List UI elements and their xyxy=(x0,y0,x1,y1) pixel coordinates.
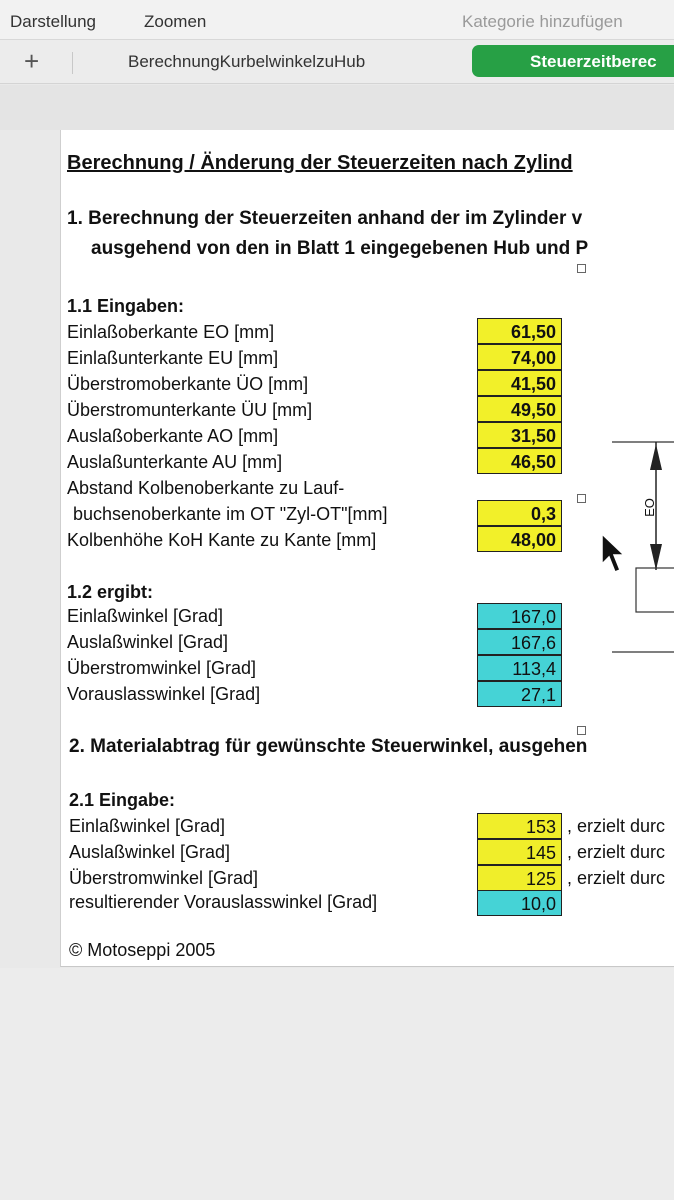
checkbox-marker[interactable] xyxy=(577,264,586,273)
result-label-exhaust: Auslaßwinkel [Grad] xyxy=(67,632,229,652)
copyright-text: © Motoseppi 2005 xyxy=(69,940,216,960)
section1-heading-line2: ausgehend von den in Blatt 1 eingegebenen Hub und P xyxy=(91,238,589,259)
input2-cell-transfer[interactable]: 125 xyxy=(477,865,562,891)
tab-berechnung-kurbelwinkel[interactable]: BerechnungKurbelwinkelzuHub xyxy=(128,52,366,71)
note-exhaust: , erzielt durc xyxy=(567,842,666,862)
menu-zoomen[interactable]: Zoomen xyxy=(144,12,207,31)
input-cell-uo[interactable]: 41,50 xyxy=(477,370,562,396)
menu-darstellung[interactable]: Darstellung xyxy=(10,12,96,31)
section1-heading-line1: 1. Berechnung der Steuerzeiten anhand der im Zylinder v xyxy=(67,208,583,229)
input2-heading: 2.1 Eingabe: xyxy=(69,790,176,810)
add-sheet-icon[interactable]: + xyxy=(24,46,40,76)
result2-cell-blowdown[interactable]: 10,0 xyxy=(477,890,562,916)
empty-canvas-area xyxy=(0,968,674,1200)
result-cell-blowdown[interactable]: 27,1 xyxy=(477,681,562,707)
input-label-uo: Überstromoberkante ÜO [mm] xyxy=(67,374,309,394)
piston-height-label: Kolbenhöhe KoH Kante zu Kante [mm] xyxy=(67,530,377,550)
input2-cell-intake[interactable]: 153 xyxy=(477,813,562,839)
checkbox-marker[interactable] xyxy=(577,726,586,735)
checkbox-marker[interactable] xyxy=(577,494,586,503)
distance-label-line1: Abstand Kolbenoberkante zu Lauf- xyxy=(67,478,345,498)
input-cell-piston-height[interactable]: 48,00 xyxy=(477,526,562,552)
mouse-cursor-icon xyxy=(600,532,626,581)
sheet-title: Berechnung / Änderung der Steuerzeiten nach Zylind xyxy=(67,152,573,174)
result-label-intake: Einlaßwinkel [Grad] xyxy=(67,606,224,626)
results-heading: 1.2 ergibt: xyxy=(67,582,154,602)
toolbar xyxy=(0,0,674,40)
input-cell-au[interactable]: 46,50 xyxy=(477,448,562,474)
result-cell-transfer[interactable]: 113,4 xyxy=(477,655,562,681)
note-transfer: , erzielt durc xyxy=(567,868,666,888)
input-label-ao: Auslaßoberkante AO [mm] xyxy=(67,426,279,446)
input2-cell-exhaust[interactable]: 145 xyxy=(477,839,562,865)
input-label-eo: Einlaßoberkante EO [mm] xyxy=(67,322,275,342)
input-cell-uu[interactable]: 49,50 xyxy=(477,396,562,422)
input-label-eu: Einlaßunterkante EU [mm] xyxy=(67,348,279,368)
input-cell-eo[interactable]: 61,50 xyxy=(477,318,562,344)
inputs-heading: 1.1 Eingaben: xyxy=(67,296,185,316)
sheet-tab-bar xyxy=(0,40,674,84)
tab-divider xyxy=(72,52,73,74)
result-cell-exhaust[interactable]: 167,6 xyxy=(477,629,562,655)
result-label-transfer: Überstromwinkel [Grad] xyxy=(67,658,257,678)
input-label-au: Auslaßunterkante AU [mm] xyxy=(67,452,283,472)
input-cell-ao[interactable]: 31,50 xyxy=(477,422,562,448)
input-cell-distance[interactable]: 0,3 xyxy=(477,500,562,526)
input-label-uu: Überstromunterkante ÜU [mm] xyxy=(67,400,313,420)
spreadsheet-sheet xyxy=(60,130,674,967)
tab-steuerzeitberechnung[interactable]: Steuerzeitberec xyxy=(472,45,674,77)
canvas-margin xyxy=(0,85,674,130)
result-label-blowdown: Vorauslasswinkel [Grad] xyxy=(67,684,261,704)
note-intake: , erzielt durc xyxy=(567,816,666,836)
section2-heading: 2. Materialabtrag für gewünschte Steuerwinkel, ausgehen xyxy=(69,736,588,757)
distance-label-line2: buchsenoberkante im OT "Zyl-OT"[mm] xyxy=(73,504,388,524)
result2-label: resultierender Vorauslasswinkel [Grad] xyxy=(69,892,378,912)
input2-label-transfer: Überstromwinkel [Grad] xyxy=(69,868,259,888)
result-cell-intake[interactable]: 167,0 xyxy=(477,603,562,629)
input2-label-exhaust: Auslaßwinkel [Grad] xyxy=(69,842,231,862)
diagram-label-eo: EO xyxy=(641,498,657,517)
input-cell-eu[interactable]: 74,00 xyxy=(477,344,562,370)
input2-label-intake: Einlaßwinkel [Grad] xyxy=(69,816,226,836)
add-category-button[interactable]: Kategorie hinzufügen xyxy=(462,12,623,31)
